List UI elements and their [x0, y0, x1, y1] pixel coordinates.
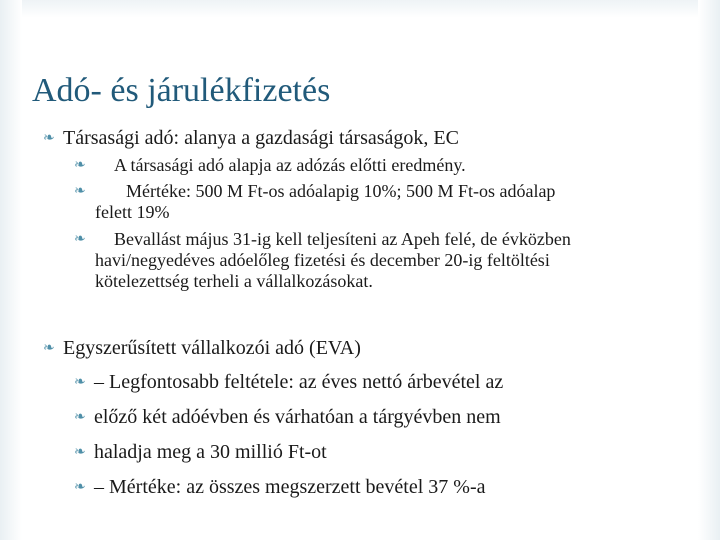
- slide-left-frame: [0, 0, 22, 540]
- list-item-text: előző két adóévben és várhatóan a tárgyévben nem: [94, 406, 501, 428]
- list-item-continuation: kötelezettség terheli a vállalkozásokat.: [95, 271, 373, 291]
- section-heading-text: Társasági adó: alanya a gazdasági társaságok, EC: [63, 127, 459, 149]
- bullet-icon: ❧: [74, 184, 86, 199]
- list-item-text: haladja meg a 30 millió Ft-ot: [94, 441, 327, 463]
- list-item-text: Bevallást május 31-ig kell teljesíteni az Apeh felé, de évközben: [114, 229, 571, 249]
- slide-title: Adó- és járulékfizetés: [32, 72, 331, 109]
- list-item: [74, 229, 571, 250]
- bullet-icon: ❧: [74, 232, 86, 247]
- list-item-text: – Legfontosabb feltétele: az éves nettó árbevétel az: [94, 371, 504, 393]
- slide-top-frame: [0, 0, 720, 18]
- list-item-text: Mértéke: 500 M Ft-os adóalapig 10%; 500 M Ft-os adóalap: [126, 181, 556, 201]
- section-heading-corporate-tax: [43, 127, 459, 150]
- bullet-icon: ❧: [74, 445, 86, 460]
- list-item: [74, 155, 466, 176]
- bullet-icon: ❧: [43, 341, 55, 356]
- bullet-icon: ❧: [43, 131, 55, 146]
- list-item: [74, 181, 555, 202]
- list-item: [74, 406, 501, 429]
- bullet-icon: ❧: [74, 410, 86, 425]
- list-item-continuation: felett 19%: [95, 202, 170, 222]
- list-item-text: – Mértéke: az összes megszerzett bevétel 37 %-a: [94, 476, 486, 498]
- list-item-continuation: havi/negyedéves adóelőleg fizetési és december 20-ig feltöltési: [95, 250, 550, 270]
- section-heading-text: Egyszerűsített vállalkozói adó (EVA): [63, 337, 361, 359]
- section-heading-eva: [43, 337, 361, 360]
- bullet-icon: ❧: [74, 375, 86, 390]
- slide-right-frame: [698, 0, 720, 540]
- list-item-text: A társasági adó alapja az adózás előtti eredmény.: [114, 155, 466, 175]
- bullet-icon: ❧: [74, 480, 86, 495]
- list-item: [74, 371, 503, 394]
- list-item: [74, 441, 327, 464]
- bullet-icon: ❧: [74, 158, 86, 173]
- list-item: [74, 476, 485, 499]
